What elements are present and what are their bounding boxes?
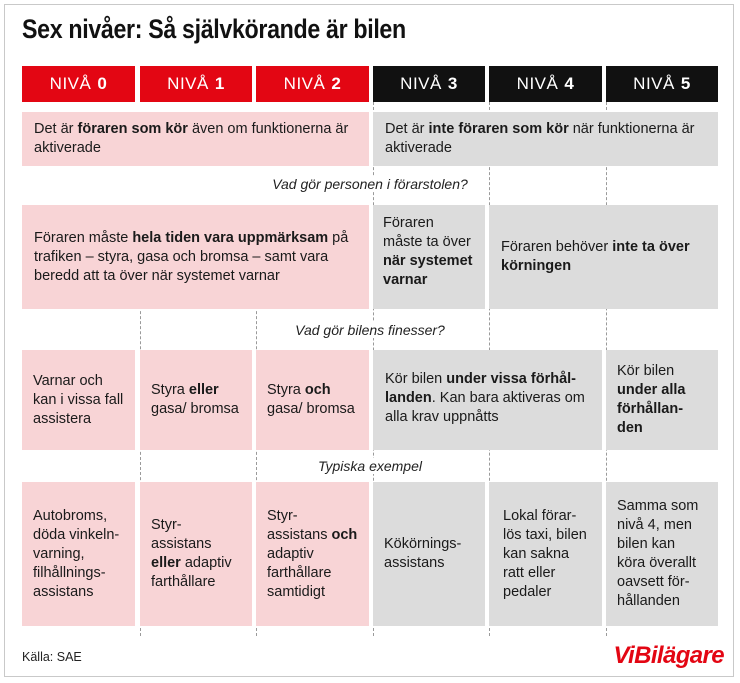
- driver-not-driving-box: Det är inte föraren som kör när funktionerna är aktiverade: [373, 112, 718, 166]
- features-level-0: Varnar och kan i vissa fall assistera: [22, 350, 135, 450]
- level-header-4: NIVÅ 4: [489, 66, 602, 102]
- driver-drives-box: Det är föraren som kör även om funktionerna är aktiverade: [22, 112, 369, 166]
- vibilagare-logo: ViBilägare: [613, 642, 724, 669]
- question-typical-examples: Typiska exempel: [0, 458, 740, 474]
- example-level-5: Samma som nivå 4, men bilen kan köra överallt oavsett för-hållanden: [606, 482, 718, 626]
- features-level-1: Styra eller gasa/ bromsa: [140, 350, 252, 450]
- level-header-0: NIVÅ 0: [22, 66, 135, 102]
- attention-required-box: Föraren måste hela tiden vara uppmärksam på trafiken – styra, gasa och bromsa – samt vara beredd att ta över när systemet varnar: [22, 205, 369, 309]
- features-level-2: Styra och gasa/ bromsa: [256, 350, 369, 450]
- example-level-4: Lokal förar-lös taxi, bilen kan sakna ratt eller pedaler: [489, 482, 602, 626]
- example-level-3: Kökörnings-assistans: [373, 482, 485, 626]
- features-level-5: Kör bilen under alla förhållan-den: [606, 350, 718, 450]
- infographic-title: Sex nivåer: Så självkörande är bilen: [22, 14, 406, 44]
- example-level-1: Styr-assistans eller adaptiv farthållare: [140, 482, 252, 626]
- question-car-features: Vad gör bilens finesser?: [0, 322, 740, 338]
- source-credit: Källa: SAE: [22, 650, 82, 664]
- level-header-5: NIVÅ 5: [606, 66, 718, 102]
- example-level-2: Styr-assistans och adaptiv farthållare samtidigt: [256, 482, 369, 626]
- level-header-2: NIVÅ 2: [256, 66, 369, 102]
- takeover-on-warning-box: Föraren måste ta över när systemet varnar: [373, 205, 485, 309]
- question-driver-seat: Vad gör personen i förarstolen?: [0, 176, 740, 192]
- level-header-1: NIVÅ 1: [140, 66, 252, 102]
- no-takeover-box: Föraren behöver inte ta över körningen: [489, 205, 718, 309]
- level-header-3: NIVÅ 3: [373, 66, 485, 102]
- features-level-3-4: Kör bilen under vissa förhål-landen. Kan bara aktiveras om alla krav uppnåtts: [373, 350, 602, 450]
- example-level-0: Autobroms, döda vinkeln-varning, filhållnings-assistans: [22, 482, 135, 626]
